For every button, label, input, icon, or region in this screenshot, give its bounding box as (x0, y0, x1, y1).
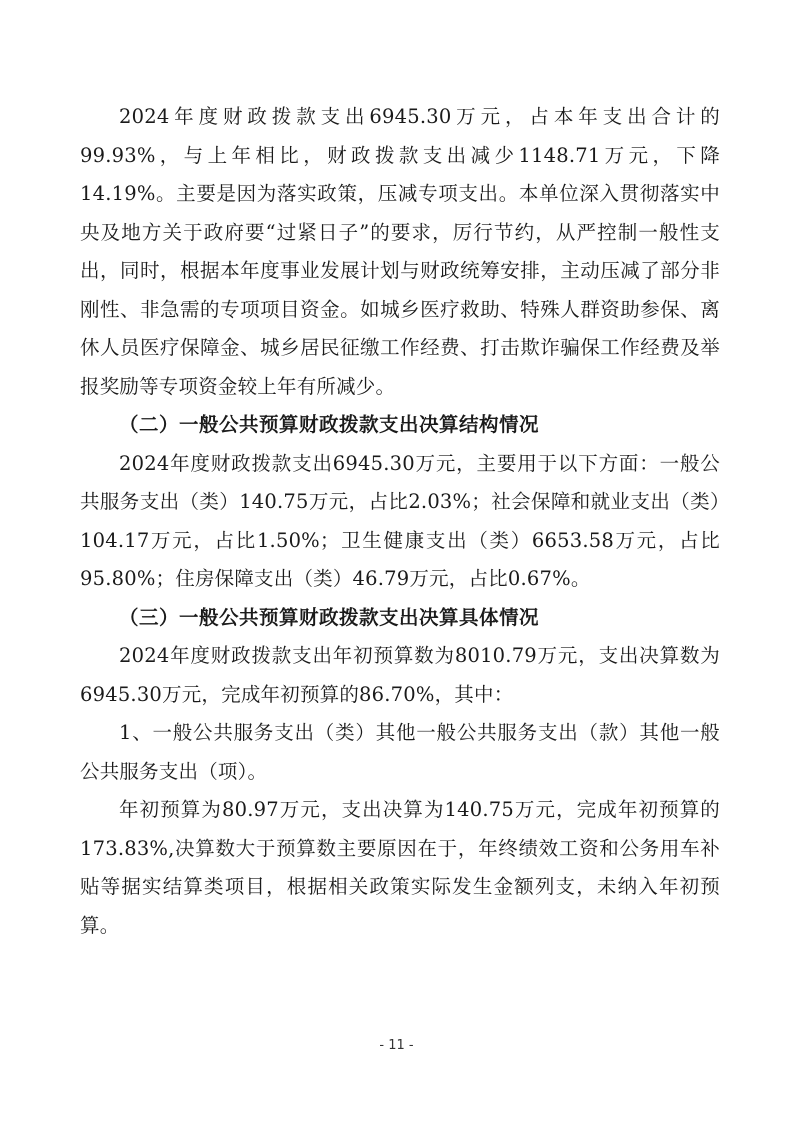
paragraph-item-1-detail: 年初预算为80.97万元，支出决算为140.75万元，完成年初预算的173.83%,决算数大于预算数主要原因在于，年终绩效工资和公务用车补贴等据实结算类项目，根据相关政策实际发生金额列支，未纳入年初预算。 (80, 798, 720, 937)
paragraph-budget-completion: 2024年度财政拨款支出年初预算数为8010.79万元，支出决算数为6945.30万元，完成年初预算的86.70%，其中： (80, 644, 720, 706)
paragraph-item-1-title: 1、一般公共服务支出（类）其他一般公共服务支出（款）其他一般公共服务支出（项）。 (80, 721, 720, 783)
section-heading-structure: （二）一般公共预算财政拨款支出决算结构情况 (119, 413, 540, 436)
paragraph-expenditure-structure: 2024年度财政拨款支出6945.30万元，主要用于以下方面：一般公共服务支出（类）140.75万元，占比2.03%；社会保障和就业支出（类）104.17万元，占比1.50%；卫生健康支出（类）6653.58万元，占比95.80%；住房保障支出（类）46.79万元，占比0.67%。 (80, 451, 720, 590)
document-body (80, 98, 720, 945)
page-number: - 11 - (379, 1038, 414, 1053)
section-heading-details: （三）一般公共预算财政拨款支出决算具体情况 (119, 605, 540, 629)
paragraph-expenditure-summary: 2024年度财政拨款支出6945.30万元，占本年支出合计的99.93%，与上年相比，财政拨款支出减少1148.71万元，下降14.19%。主要是因为落实政策，压减专项支出。本单位深入贯彻落实中央及地方关于政府要“过紧日子”的要求，厉行节约，从严控制一般性支出，同时，根据本年度事业发展计划与财政统筹安排，主动压减了部分非刚性、非急需的专项项目资金。如城乡医疗救助、特殊人群资助参保、离休人员医疗保障金、城乡居民征缴工作经费、打击欺诈骗保工作经费及举报奖励等专项资金较上年有所减少。 (80, 105, 720, 398)
